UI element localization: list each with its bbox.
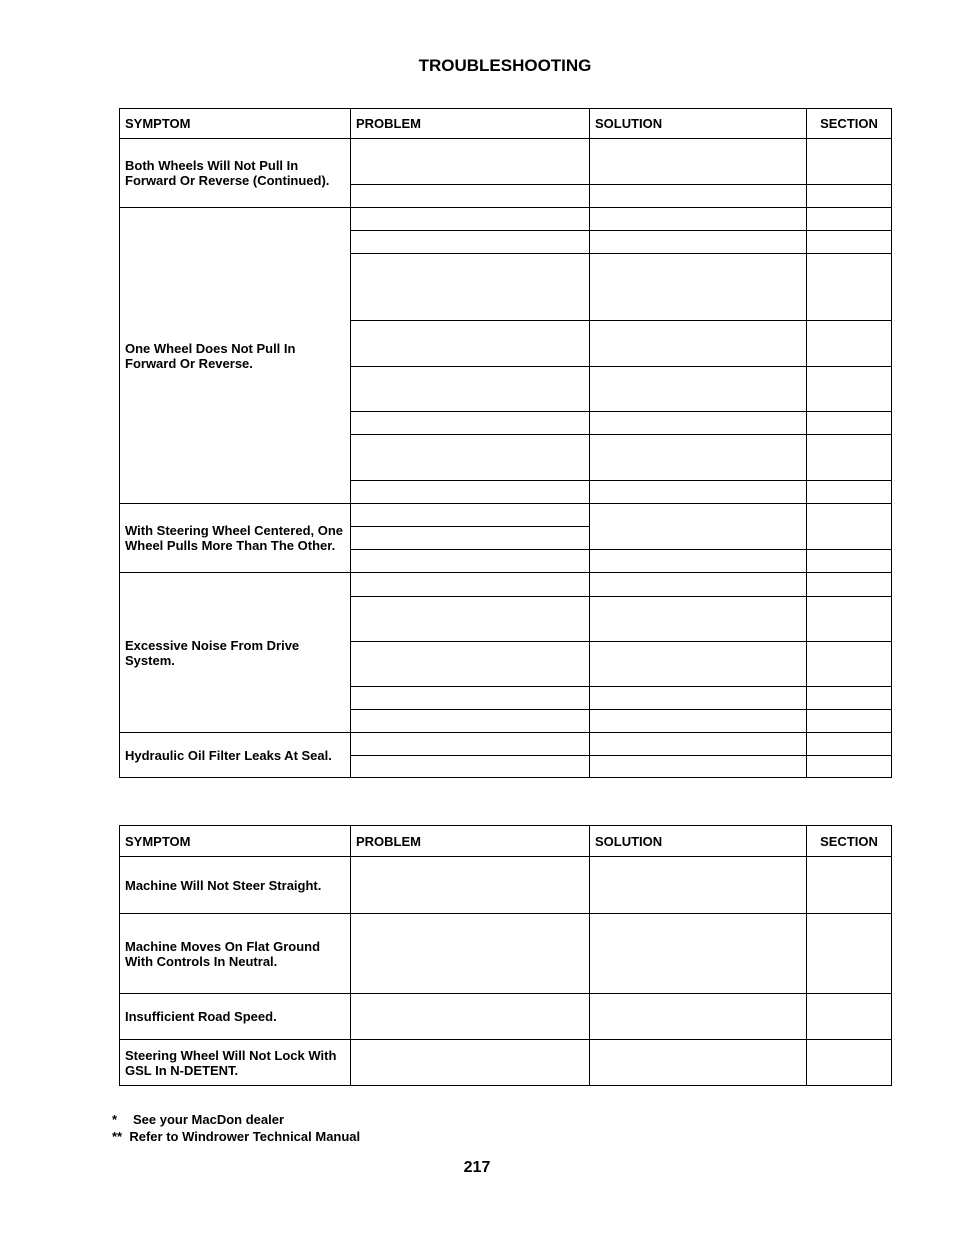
table-row bbox=[120, 994, 892, 1040]
section-cell bbox=[807, 185, 892, 208]
problem-cell bbox=[351, 321, 590, 367]
problem-cell bbox=[351, 994, 590, 1040]
problem-cell bbox=[351, 914, 590, 994]
problem-cell bbox=[351, 231, 590, 254]
section-cell bbox=[807, 435, 892, 481]
section-cell bbox=[807, 504, 892, 550]
section-cell bbox=[807, 367, 892, 412]
problem-cell bbox=[351, 435, 590, 481]
section-cell bbox=[807, 550, 892, 573]
symptom-cell: Steering Wheel Will Not Lock With GSL In N-DETENT. bbox=[120, 1040, 351, 1086]
section-cell bbox=[807, 208, 892, 231]
solution-cell bbox=[590, 185, 807, 208]
header-section: SECTION bbox=[807, 109, 892, 139]
section-cell bbox=[807, 733, 892, 756]
solution-cell bbox=[590, 642, 807, 687]
problem-cell bbox=[351, 1040, 590, 1086]
solution-cell bbox=[590, 208, 807, 231]
symptom-cell: Machine Moves On Flat Ground With Controls In Neutral. bbox=[120, 914, 351, 994]
symptom-cell: Machine Will Not Steer Straight. bbox=[120, 857, 351, 914]
solution-cell bbox=[590, 994, 807, 1040]
solution-cell bbox=[590, 321, 807, 367]
table-header-row bbox=[120, 109, 892, 139]
section-cell bbox=[807, 687, 892, 710]
solution-cell bbox=[590, 573, 807, 597]
table-header-row bbox=[120, 826, 892, 857]
problem-cell bbox=[351, 412, 590, 435]
section-cell bbox=[807, 642, 892, 687]
problem-cell bbox=[351, 573, 590, 597]
solution-cell bbox=[590, 710, 807, 733]
footnote-manual bbox=[112, 1129, 360, 1144]
table-row bbox=[120, 573, 892, 597]
problem-cell bbox=[351, 857, 590, 914]
section-cell bbox=[807, 914, 892, 994]
section-cell bbox=[807, 1040, 892, 1086]
header-section: SECTION bbox=[807, 826, 892, 857]
problem-cell bbox=[351, 185, 590, 208]
solution-cell bbox=[590, 733, 807, 756]
problem-cell bbox=[351, 642, 590, 687]
solution-cell bbox=[590, 1040, 807, 1086]
section-cell bbox=[807, 756, 892, 778]
solution-cell bbox=[590, 550, 807, 573]
solution-cell bbox=[590, 914, 807, 994]
footnote-mark: ** bbox=[112, 1129, 123, 1144]
section-cell bbox=[807, 254, 892, 321]
problem-cell bbox=[351, 733, 590, 756]
solution-cell bbox=[590, 254, 807, 321]
problem-cell bbox=[351, 710, 590, 733]
table-row bbox=[120, 733, 892, 756]
problem-cell bbox=[351, 139, 590, 185]
symptom-cell: Excessive Noise From Drive System. bbox=[120, 573, 351, 733]
problem-cell bbox=[351, 367, 590, 412]
header-solution: SOLUTION bbox=[590, 109, 807, 139]
section-cell bbox=[807, 321, 892, 367]
header-problem: PROBLEM bbox=[351, 826, 590, 857]
problem-cell bbox=[351, 481, 590, 504]
section-cell bbox=[807, 573, 892, 597]
section-cell bbox=[807, 857, 892, 914]
solution-cell bbox=[590, 412, 807, 435]
problem-cell bbox=[351, 756, 590, 778]
problem-cell bbox=[351, 597, 590, 642]
section-cell bbox=[807, 412, 892, 435]
footnote-text: See your MacDon dealer bbox=[133, 1112, 284, 1127]
solution-cell bbox=[590, 231, 807, 254]
symptom-cell: Both Wheels Will Not Pull In Forward Or Reverse (Continued). bbox=[120, 139, 351, 208]
symptom-cell: One Wheel Does Not Pull In Forward Or Reverse. bbox=[120, 208, 351, 504]
solution-cell bbox=[590, 597, 807, 642]
table-row bbox=[120, 139, 892, 185]
problem-cell bbox=[351, 504, 590, 527]
section-cell bbox=[807, 710, 892, 733]
solution-cell bbox=[590, 504, 807, 550]
table-row bbox=[120, 208, 892, 231]
table-row bbox=[120, 504, 892, 527]
solution-cell bbox=[590, 481, 807, 504]
section-cell bbox=[807, 139, 892, 185]
footnote-mark: * bbox=[112, 1112, 118, 1127]
symptom-cell: With Steering Wheel Centered, One Wheel Pulls More Than The Other. bbox=[120, 504, 351, 573]
troubleshooting-table-1 bbox=[119, 108, 892, 778]
table-row bbox=[120, 914, 892, 994]
section-cell bbox=[807, 597, 892, 642]
solution-cell bbox=[590, 857, 807, 914]
footnote-text: Refer to Windrower Technical Manual bbox=[129, 1129, 361, 1144]
problem-cell bbox=[351, 527, 590, 550]
problem-cell bbox=[351, 208, 590, 231]
problem-cell bbox=[351, 687, 590, 710]
symptom-cell: Hydraulic Oil Filter Leaks At Seal. bbox=[120, 733, 351, 778]
solution-cell bbox=[590, 435, 807, 481]
header-symptom: SYMPTOM bbox=[120, 109, 351, 139]
page-title: TROUBLESHOOTING bbox=[418, 56, 592, 75]
section-cell bbox=[807, 231, 892, 254]
solution-cell bbox=[590, 139, 807, 185]
troubleshooting-table-2 bbox=[119, 825, 892, 1086]
solution-cell bbox=[590, 756, 807, 778]
symptom-cell: Insufficient Road Speed. bbox=[120, 994, 351, 1040]
footnote-dealer bbox=[112, 1112, 284, 1127]
problem-cell bbox=[351, 254, 590, 321]
problem-cell bbox=[351, 550, 590, 573]
solution-cell bbox=[590, 687, 807, 710]
section-cell bbox=[807, 481, 892, 504]
table-row bbox=[120, 1040, 892, 1086]
table-row bbox=[120, 857, 892, 914]
solution-cell bbox=[590, 367, 807, 412]
header-solution: SOLUTION bbox=[590, 826, 807, 857]
section-cell bbox=[807, 994, 892, 1040]
header-problem: PROBLEM bbox=[351, 109, 590, 139]
page-number: 217 bbox=[463, 1159, 491, 1176]
header-symptom: SYMPTOM bbox=[120, 826, 351, 857]
